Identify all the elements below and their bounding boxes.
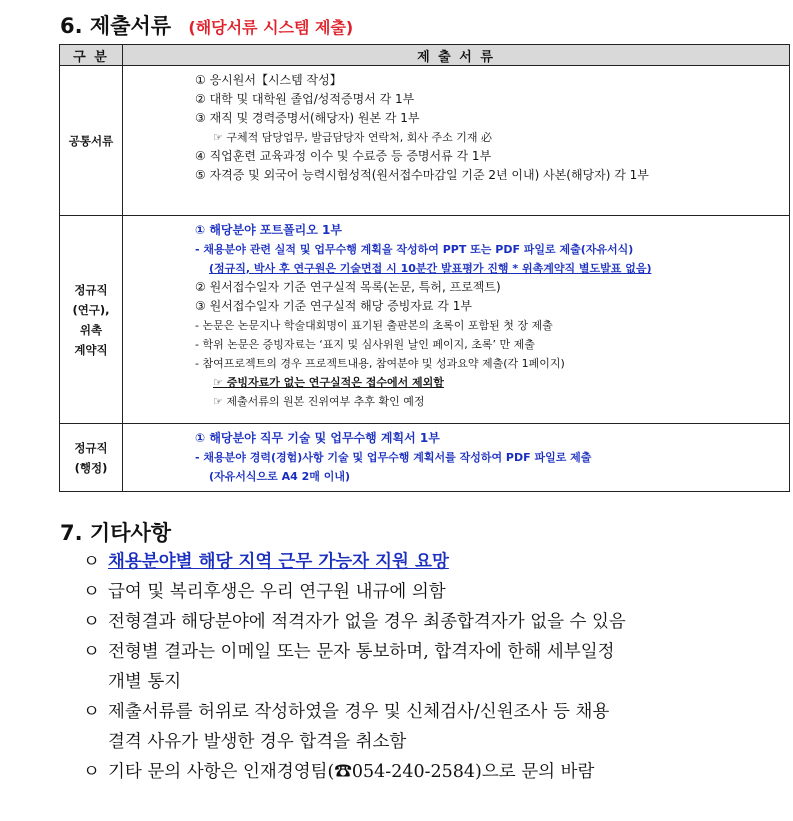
note-item	[83, 607, 783, 637]
row-category	[60, 424, 123, 492]
table-header-row	[60, 45, 790, 66]
documents-table	[59, 44, 790, 492]
note-text: 결격 사유가 발생한 경우 합격을 취소함	[108, 732, 407, 752]
document-item: (자유서식으로 A4 2매 이내)	[209, 470, 350, 483]
note-text: 기타 문의 사항은 인재경영팀(☎054-240-2584)으로 문의 바람	[108, 762, 595, 782]
note-text: 급여 및 복리후생은 우리 연구원 내규에 의함	[108, 582, 446, 602]
table-row	[60, 66, 790, 216]
document-item: ① 해당분야 직무 기술 및 업무수행 계획서 1부	[195, 431, 440, 445]
category-text: 정규직	[74, 440, 108, 455]
note-item	[83, 757, 783, 787]
table-header-category: 구 분	[60, 45, 123, 66]
table-row	[60, 424, 790, 492]
bullet-icon: ㅇ	[83, 582, 100, 602]
document-item: ④ 직업훈련 교육과정 이수 및 수료증 등 증명서류 각 1부	[195, 149, 492, 163]
row-documents	[123, 216, 790, 424]
section7-title: 기타사항	[89, 521, 172, 545]
table-header-documents: 제 출 서 류	[123, 45, 790, 66]
bullet-icon: ㅇ	[83, 552, 100, 572]
document-item: - 학위 논문은 증빙자료는 ‘표지 및 심사위원 날인 페이지, 초록’ 만 제출	[195, 338, 535, 351]
document-item: ☞ 증빙자료가 없는 연구실적은 접수에서 제외함	[213, 376, 444, 389]
row-category	[60, 216, 123, 424]
row-documents	[123, 66, 790, 216]
note-text: 전형결과 해당분야에 적격자가 없을 경우 최종합격자가 없을 수 있음	[108, 612, 626, 632]
category-text: 정규직	[74, 282, 108, 297]
category-text: 위촉	[79, 322, 103, 337]
document-item: - 논문은 논문지나 학술대회명이 표기된 출판본의 초록이 포함된 첫 장 제출	[195, 319, 553, 332]
note-item	[83, 697, 783, 757]
section6-number: 6.	[60, 14, 83, 38]
table-row	[60, 216, 790, 424]
document-item: ③ 원서접수일자 기준 연구실적 해당 증빙자료 각 1부	[195, 299, 472, 313]
section6-heading	[60, 10, 353, 40]
category-text: 계약직	[74, 342, 108, 357]
bullet-icon: ㅇ	[83, 702, 100, 722]
section7-number: 7.	[60, 521, 83, 545]
notes-list	[83, 547, 783, 787]
document-item: (정규직, 박사 후 연구원은 기술면접 시 10분간 발표평가 진행 * 위촉계약직 별도발표 없음)	[209, 262, 652, 275]
document-item: ① 해당분야 포트폴리오 1부	[195, 223, 342, 237]
note-text: 전형별 결과는 이메일 또는 문자 통보하며, 합격자에 한해 세부일정	[108, 642, 615, 662]
note-text: 채용분야별 해당 지역 근무 가능자 지원 요망	[108, 552, 449, 572]
document-item: - 채용분야 관련 실적 및 업무수행 계획을 작성하여 PPT 또는 PDF 파일로 제출(자유서식)	[195, 243, 634, 256]
note-text: 개별 통지	[108, 672, 182, 692]
document-item: ① 응시원서【시스템 작성】	[195, 73, 342, 87]
document-item: ☞ 제출서류의 원본 진위여부 추후 확인 예정	[213, 395, 425, 408]
category-text: (행정)	[74, 460, 108, 475]
section6-note: (해당서류 시스템 제출)	[188, 18, 354, 37]
bullet-icon: ㅇ	[83, 762, 100, 782]
category-text: 공통서류	[68, 133, 114, 148]
document-item: ② 원서접수일자 기준 연구실적 목록(논문, 특허, 프로젝트)	[195, 280, 501, 294]
note-item	[83, 577, 783, 607]
row-documents	[123, 424, 790, 492]
document-item: ③ 재직 및 경력증명서(해당자) 원본 각 1부	[195, 111, 420, 125]
document-item: - 참여프로젝트의 경우 프로젝트내용, 참여분야 및 성과요약 제출(각 1페이지)	[195, 357, 565, 370]
section6-title: 제출서류	[89, 14, 172, 38]
note-text: 제출서류를 허위로 작성하였을 경우 및 신체검사/신원조사 등 채용	[108, 702, 610, 722]
note-item	[83, 637, 783, 697]
document-item: ⑤ 자격증 및 외국어 능력시험성적(원서접수마감일 기준 2년 이내) 사본(해당자) 각 1부	[195, 168, 649, 182]
row-category	[60, 66, 123, 216]
document-item: ② 대학 및 대학원 졸업/성적증명서 각 1부	[195, 92, 415, 106]
bullet-icon: ㅇ	[83, 612, 100, 632]
section7-heading	[60, 517, 171, 547]
bullet-icon: ㅇ	[83, 642, 100, 662]
note-item	[83, 547, 783, 577]
document-item: - 채용분야 경력(경험)사항 기술 및 업무수행 계획서를 작성하여 PDF 파일로 제출	[195, 451, 592, 464]
document-item: ☞ 구체적 담당업무, 발급담당자 연락처, 회사 주소 기재 必	[213, 131, 492, 144]
category-text: (연구),	[72, 302, 110, 317]
